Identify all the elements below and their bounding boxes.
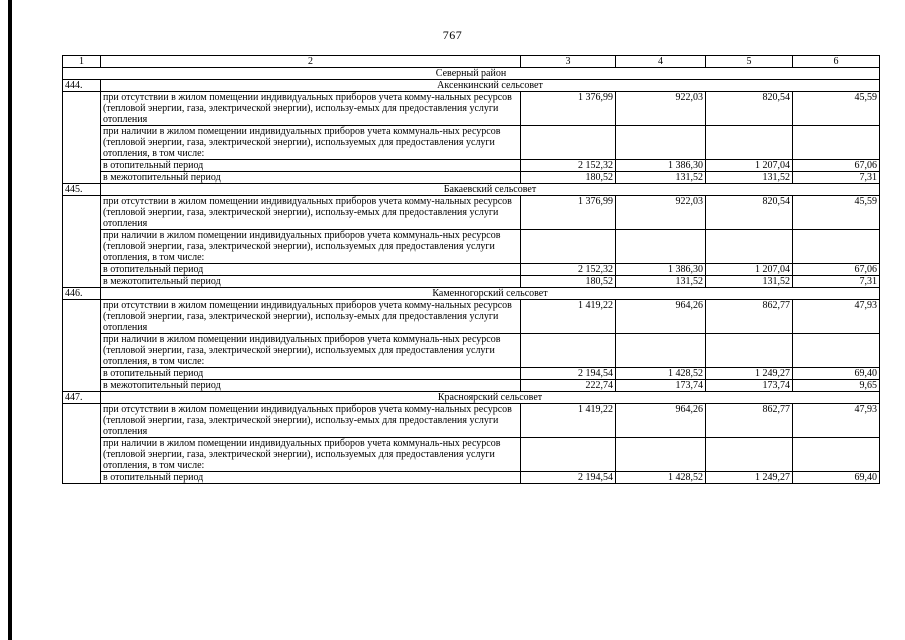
- value-cell-c4: 964,26: [616, 300, 706, 334]
- value-cell-c6: [793, 230, 880, 264]
- value-cell-c6: 9,65: [793, 380, 880, 392]
- value-cell-c6: 67,06: [793, 160, 880, 172]
- section-number: 445.: [63, 184, 101, 196]
- value-cell-c4: [616, 126, 706, 160]
- table-row: [63, 334, 880, 368]
- value-cell-c4: 1 428,52: [616, 472, 706, 484]
- table-row: [63, 160, 880, 172]
- value-cell-c6: 69,40: [793, 472, 880, 484]
- table-row: [63, 472, 880, 484]
- value-cell-c4: 173,74: [616, 380, 706, 392]
- value-cell-c5: 820,54: [706, 196, 793, 230]
- column-header: 5: [706, 56, 793, 68]
- value-cell-c4: [616, 438, 706, 472]
- column-header-row: [63, 56, 880, 68]
- row-description: при отсутствии в жилом помещении индивидуальных приборов учета комму-нальных ресурсов (тепловой энергии, газа, электрической энергии), использу-емых для предоставления услуги отопления: [101, 404, 521, 438]
- value-cell-c4: 1 428,52: [616, 368, 706, 380]
- value-cell-c3: 2 194,54: [521, 368, 616, 380]
- table-row: [63, 300, 880, 334]
- row-description: в межотопительный период: [101, 172, 521, 184]
- table-row: [63, 380, 880, 392]
- row-description: в межотопительный период: [101, 380, 521, 392]
- value-cell-c5: [706, 334, 793, 368]
- value-cell-c6: 45,59: [793, 92, 880, 126]
- value-cell-c5: 862,77: [706, 300, 793, 334]
- row-description: в отопительный период: [101, 264, 521, 276]
- row-description: при наличии в жилом помещении индивидуальных приборов учета коммуналь-ных ресурсов (тепловой энергии, газа, электрической энергии), используемых для предоставления услуги отопления, в том числе:: [101, 334, 521, 368]
- table-row: [63, 404, 880, 438]
- district-name: Северный район: [63, 68, 880, 80]
- value-cell-c4: 922,03: [616, 92, 706, 126]
- value-cell-c5: 862,77: [706, 404, 793, 438]
- column-header: 4: [616, 56, 706, 68]
- table-row: [63, 172, 880, 184]
- section-header-row: [63, 184, 880, 196]
- value-cell-c6: 45,59: [793, 196, 880, 230]
- section-name: Красноярский сельсовет: [101, 392, 880, 404]
- value-cell-c3: 1 376,99: [521, 92, 616, 126]
- section-number: 447.: [63, 392, 101, 404]
- value-cell-c3: [521, 230, 616, 264]
- row-description: в межотопительный период: [101, 276, 521, 288]
- value-cell-c3: 1 419,22: [521, 404, 616, 438]
- value-cell-c3: [521, 334, 616, 368]
- table-row: [63, 438, 880, 472]
- section-header-row: [63, 288, 880, 300]
- section-number-spacer: [63, 196, 101, 288]
- section-number: 444.: [63, 80, 101, 92]
- table-row: [63, 92, 880, 126]
- value-cell-c4: 964,26: [616, 404, 706, 438]
- value-cell-c4: 131,52: [616, 276, 706, 288]
- tariff-table: [62, 55, 880, 484]
- value-cell-c5: 1 207,04: [706, 160, 793, 172]
- row-description: при наличии в жилом помещении индивидуальных приборов учета коммуналь-ных ресурсов (тепловой энергии, газа, электрической энергии), используемых для предоставления услуги отопления, в том числе:: [101, 438, 521, 472]
- section-number: 446.: [63, 288, 101, 300]
- table-row: [63, 126, 880, 160]
- column-header: 2: [101, 56, 521, 68]
- row-description: в отопительный период: [101, 160, 521, 172]
- value-cell-c5: 1 207,04: [706, 264, 793, 276]
- column-header: 6: [793, 56, 880, 68]
- value-cell-c6: [793, 126, 880, 160]
- value-cell-c5: 173,74: [706, 380, 793, 392]
- section-name: Каменногорский сельсовет: [101, 288, 880, 300]
- section-header-row: [63, 392, 880, 404]
- value-cell-c6: [793, 438, 880, 472]
- value-cell-c5: 1 249,27: [706, 368, 793, 380]
- value-cell-c4: 131,52: [616, 172, 706, 184]
- value-cell-c4: 922,03: [616, 196, 706, 230]
- section-number-spacer: [63, 300, 101, 392]
- row-description: при наличии в жилом помещении индивидуальных приборов учета коммуналь-ных ресурсов (тепловой энергии, газа, электрической энергии), используемых для предоставления услуги отопления, в том числе:: [101, 126, 521, 160]
- value-cell-c5: [706, 438, 793, 472]
- value-cell-c3: 180,52: [521, 172, 616, 184]
- table-row: [63, 276, 880, 288]
- value-cell-c3: 2 152,32: [521, 264, 616, 276]
- value-cell-c4: [616, 334, 706, 368]
- row-description: в отопительный период: [101, 368, 521, 380]
- section-header-row: [63, 80, 880, 92]
- value-cell-c3: 1 419,22: [521, 300, 616, 334]
- value-cell-c6: 47,93: [793, 404, 880, 438]
- row-description: при отсутствии в жилом помещении индивидуальных приборов учета комму-нальных ресурсов (тепловой энергии, газа, электрической энергии), использу-емых для предоставления услуги отопления: [101, 196, 521, 230]
- value-cell-c6: 7,31: [793, 276, 880, 288]
- section-number-spacer: [63, 404, 101, 484]
- value-cell-c4: 1 386,30: [616, 160, 706, 172]
- value-cell-c5: 131,52: [706, 172, 793, 184]
- value-cell-c3: 222,74: [521, 380, 616, 392]
- scan-edge-shadow: [8, 0, 12, 640]
- table-row: [63, 230, 880, 264]
- value-cell-c3: [521, 438, 616, 472]
- table-row: [63, 368, 880, 380]
- table-row: [63, 196, 880, 230]
- value-cell-c5: [706, 126, 793, 160]
- value-cell-c3: 180,52: [521, 276, 616, 288]
- value-cell-c5: 131,52: [706, 276, 793, 288]
- column-header: 1: [63, 56, 101, 68]
- row-description: при отсутствии в жилом помещении индивидуальных приборов учета комму-нальных ресурсов (тепловой энергии, газа, электрической энергии), использу-емых для предоставления услуги отопления: [101, 300, 521, 334]
- value-cell-c5: 820,54: [706, 92, 793, 126]
- row-description: в отопительный период: [101, 472, 521, 484]
- value-cell-c3: 1 376,99: [521, 196, 616, 230]
- page-number: 767: [442, 28, 463, 42]
- row-description: при наличии в жилом помещении индивидуальных приборов учета коммуналь-ных ресурсов (тепловой энергии, газа, электрической энергии), используемых для предоставления услуги отопления, в том числе:: [101, 230, 521, 264]
- table-row: [63, 264, 880, 276]
- row-description: при отсутствии в жилом помещении индивидуальных приборов учета комму-нальных ресурсов (тепловой энергии, газа, электрической энергии), использу-емых для предоставления услуги отопления: [101, 92, 521, 126]
- section-number-spacer: [63, 92, 101, 184]
- value-cell-c6: 47,93: [793, 300, 880, 334]
- value-cell-c5: 1 249,27: [706, 472, 793, 484]
- section-name: Аксенкинский сельсовет: [101, 80, 880, 92]
- value-cell-c6: 7,31: [793, 172, 880, 184]
- value-cell-c5: [706, 230, 793, 264]
- value-cell-c3: 2 194,54: [521, 472, 616, 484]
- value-cell-c4: [616, 230, 706, 264]
- column-header: 3: [521, 56, 616, 68]
- district-row: [63, 68, 880, 80]
- value-cell-c6: [793, 334, 880, 368]
- value-cell-c4: 1 386,30: [616, 264, 706, 276]
- value-cell-c3: [521, 126, 616, 160]
- value-cell-c6: 67,06: [793, 264, 880, 276]
- value-cell-c6: 69,40: [793, 368, 880, 380]
- value-cell-c3: 2 152,32: [521, 160, 616, 172]
- section-name: Бакаевский сельсовет: [101, 184, 880, 196]
